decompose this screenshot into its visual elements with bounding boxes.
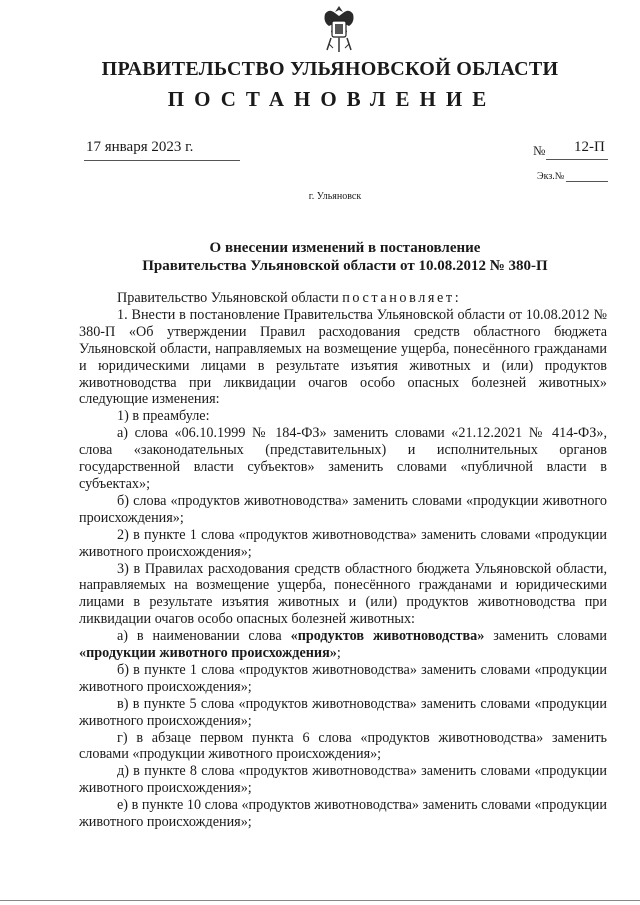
paragraph-10: г) в абзаце первом пункта 6 слова «продуктов животноводства» заменить словами «продукции животного происхождения»; — [79, 729, 607, 763]
document-date: 17 января 2023 г. — [86, 139, 194, 155]
document-title — [90, 239, 600, 275]
document-body — [79, 290, 607, 831]
copy-number-underline — [566, 181, 608, 182]
paragraph-12: е) в пункте 10 слова «продуктов животноводства» заменить словами «продукции животного происхождения»; — [79, 797, 607, 831]
document-type: ПОСТАНОВЛЕНИЕ — [167, 87, 497, 111]
p7-part-e: ; — [336, 645, 341, 662]
copy-number-label: Экз.№ — [537, 171, 565, 182]
p7-bold-new: «продукции животного происхождения» — [79, 645, 337, 662]
paragraph-11: д) в пункте 8 слова «продуктов животноводства» заменить словами «продукции животного происхождения»; — [79, 763, 607, 797]
p7-bold-old: «продуктов животноводства» — [290, 628, 485, 645]
page-bottom-border — [0, 900, 640, 901]
p7-part-a: а) в наименовании слова — [117, 628, 291, 645]
paragraph-2: 1) в преамбуле: — [117, 408, 210, 425]
paragraph-9: в) в пункте 5 слова «продуктов животноводства» заменить словами «продукции животного происхождения»; — [79, 695, 607, 729]
paragraph-5: 2) в пункте 1 слова «продуктов животноводства» заменить словами «продукции животного происхождения»; — [79, 526, 607, 560]
date-underline — [84, 160, 240, 161]
document-number: 12-П — [574, 139, 605, 155]
preamble — [79, 290, 607, 307]
organization-name: ПРАВИТЕЛЬСТВО УЛЬЯНОВСКОЙ ОБЛАСТИ — [101, 58, 559, 80]
paragraph-3: а) слова «06.10.1999 № 184-ФЗ» заменить словами «21.12.2021 № 414-ФЗ», слова «законодательных (представительных) и исполнительных органов государственной власти субъектов» заменить словами «публичной власти в субъектах»; — [79, 425, 607, 492]
p7-part-c: заменить словами — [484, 628, 607, 645]
coat-of-arms-icon — [319, 4, 359, 54]
number-label: № — [533, 143, 546, 158]
paragraph-8: б) в пункте 1 слова «продуктов животноводства» заменить словами «продукции животного происхождения»; — [79, 661, 607, 695]
title-line-1: О внесении изменений в постановление — [209, 240, 481, 256]
preamble-text: Правительство Ульяновской области — [117, 290, 343, 306]
paragraph-4: б) слова «продуктов животноводства» заменить словами «продукции животного происхождения»; — [79, 492, 607, 526]
paragraph-6: 3) в Правилах расходования средств областного бюджета Ульяновской области, направляемых на возмещение ущерба, понесённого гражданами и юридическими лицами в результате изъятия животных и (или) продуктов животноводства при ликвидации очагов особо опасных болезней животных: — [79, 560, 607, 628]
paragraph-7 — [79, 628, 607, 662]
paragraph-1: 1. Внести в постановление Правительства Ульяновской области от 10.08.2012 № 380-П «Об утверждении Правил расходования средств областного бюджета Ульяновской области, направляемых на возмещение ущерба, понесённого гражданами и юридическими лицами в результате изъятия животных и (или) продуктов животноводства при ликвидации очагов особо опасных болезней животных» следующие изменения: — [79, 306, 607, 408]
preamble-verb: постановляет: — [342, 290, 462, 306]
city: г. Ульяновск — [308, 191, 362, 202]
title-line-2: Правительства Ульяновской области от 10.08.2012 № 380-П — [142, 258, 548, 274]
number-underline — [546, 159, 608, 160]
